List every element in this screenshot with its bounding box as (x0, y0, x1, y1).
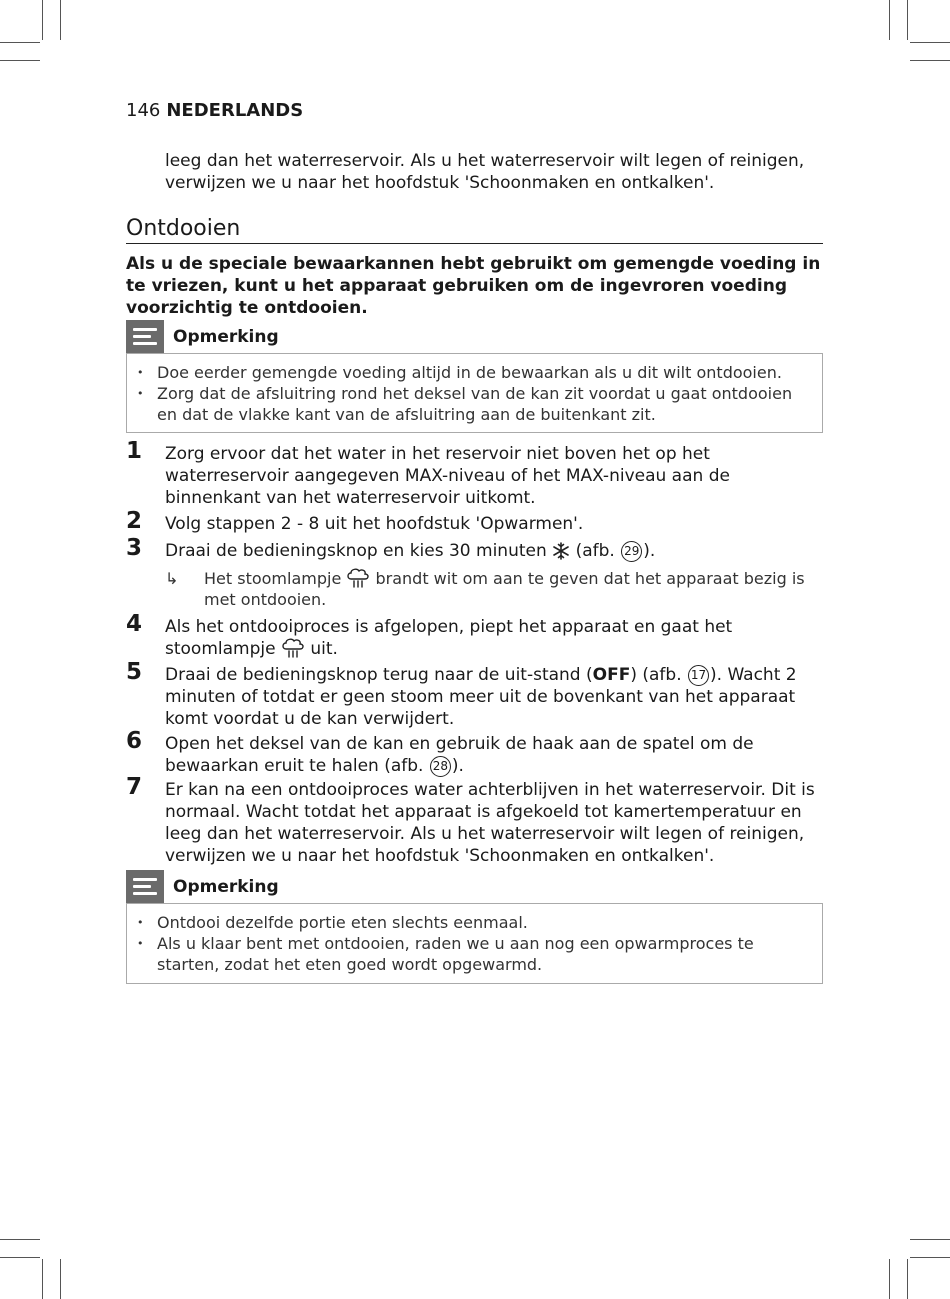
note-item: • Als u klaar bent met ontdooien, raden we u aan nog een opwarmproces te starten, zodat het eten goed wordt opgewarmd. (135, 933, 814, 975)
step-4 (126, 611, 823, 660)
step-number: 7 (126, 774, 143, 800)
step-3-result (165, 568, 823, 610)
note-header (126, 870, 823, 904)
note-header (126, 320, 823, 354)
note-lines-icon (126, 320, 164, 354)
steam-light-icon (346, 568, 370, 588)
page-number: 146 (126, 100, 161, 121)
crop-mark (910, 1239, 950, 1240)
crop-mark (910, 42, 950, 43)
step-number: 3 (126, 535, 143, 561)
step-text: Er kan na een ontdooiproces water achterblijven in het waterreservoir. Dit is normaal. Wacht totdat het apparaat is afgekoeld tot kamertemperatuur en leeg dan het waterreservoir. Als u het waterreservoir wilt legen of reinigen, verwijzen we u naar het hoofdstuk 'Schoonmaken en ontkalken'. (165, 780, 815, 866)
section-intro: Als u de speciale bewaarkannen hebt gebruikt om gemengde voeding in te vriezen, kunt u het apparaat gebruiken om de ingevroren voeding voorzichtig te ontdooien. (126, 254, 821, 318)
crop-mark (0, 60, 40, 61)
continuation-line: verwijzen we u naar het hoofdstuk 'Schoonmaken en ontkalken'. (165, 173, 715, 193)
crop-mark (889, 0, 890, 40)
step-number: 4 (126, 611, 143, 637)
note-box (126, 903, 823, 984)
crop-mark (0, 1239, 40, 1240)
crop-mark (0, 42, 40, 43)
crop-mark (0, 1257, 40, 1258)
step-number: 1 (126, 438, 143, 464)
step-3 (126, 535, 823, 562)
crop-mark (889, 1259, 890, 1299)
result-text: Het stoomlampje brandt wit om aan te geven dat het apparaat bezig is met ontdooien. (204, 569, 805, 609)
continuation-line: leeg dan het waterreservoir. Als u het waterreservoir wilt legen of reinigen, (165, 151, 805, 171)
step-text: Draai de bedieningsknop terug naar de uit-stand (OFF) (afb. 17 ). Wacht 2 minuten of totdat er geen stoom meer uit de bovenkant van het apparaat komt voordat u de kan verwijdert. (165, 665, 797, 729)
note-lines-icon (126, 870, 164, 904)
steam-light-icon (281, 638, 305, 658)
crop-mark (42, 0, 43, 40)
step-1 (126, 438, 823, 509)
step-text: Zorg ervoor dat het water in het reservoir niet boven het op het waterreservoir aangegeven MAX-niveau of het MAX-niveau aan de binnenkant van het waterreservoir uitkomt. (165, 444, 730, 508)
step-text: Volg stappen 2 - 8 uit het hoofdstuk 'Opwarmen'. (165, 514, 584, 534)
section-title: Ontdooien (126, 216, 823, 244)
note-item: • Ontdooi dezelfde portie eten slechts eenmaal. (135, 912, 814, 933)
figure-reference: 17 (688, 665, 709, 686)
step-number: 2 (126, 508, 143, 534)
continuation-text (165, 150, 815, 194)
crop-mark (907, 1259, 908, 1299)
step-text: Open het deksel van de kan en gebruik de haak aan de spatel om de bewaarkan eruit te halen (afb. 28 ). (165, 734, 754, 776)
crop-mark (60, 1259, 61, 1299)
crop-mark (910, 1257, 950, 1258)
step-text: Als het ontdooiproces is afgelopen, piept het apparaat en gaat het stoomlampje uit. (165, 617, 733, 659)
note-item: • Doe eerder gemengde voeding altijd in de bewaarkan als u dit wilt ontdooien. (135, 362, 814, 383)
step-number: 5 (126, 659, 143, 685)
figure-reference: 29 (621, 541, 642, 562)
crop-mark (60, 0, 61, 40)
step-7 (126, 774, 823, 867)
result-arrow-icon: ↳ (165, 569, 179, 588)
note-item: • Zorg dat de afsluitring rond het deksel van de kan zit voordat u gaat ontdooien en dat de vlakke kant van de afsluitring aan de buitenkant zit. (135, 383, 814, 425)
crop-mark (910, 60, 950, 61)
note-label: Opmerking (173, 327, 279, 347)
page-header (126, 100, 303, 121)
figure-reference: 28 (430, 756, 451, 777)
crop-mark (907, 0, 908, 40)
step-6 (126, 728, 823, 777)
note-label: Opmerking (173, 877, 279, 897)
snowflake-icon (552, 542, 570, 560)
step-text: Draai de bedieningsknop en kies 30 minuten (afb. 29 ). (165, 541, 656, 561)
step-number: 6 (126, 728, 143, 754)
step-5 (126, 659, 823, 730)
page-language: NEDERLANDS (166, 100, 304, 121)
crop-mark (42, 1259, 43, 1299)
step-2 (126, 508, 823, 535)
note-box (126, 353, 823, 433)
